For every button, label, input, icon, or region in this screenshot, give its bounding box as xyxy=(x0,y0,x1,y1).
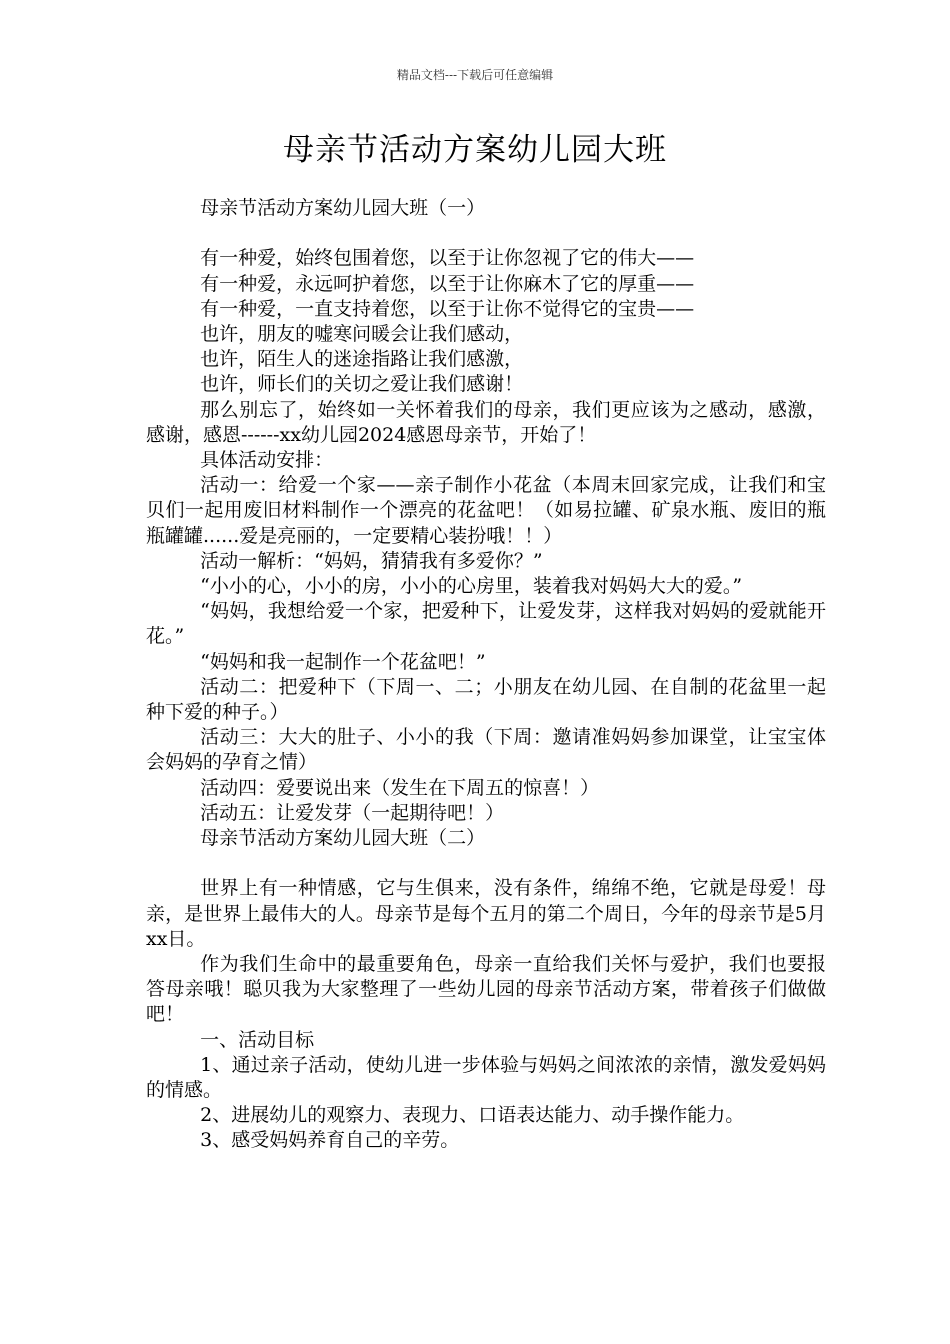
subheading: 一、活动目标 xyxy=(200,1028,315,1051)
paragraph: 活动一：给爱一个家——亲子制作小花盆（本周末回家完成，让我们和宝贝们一起用废旧材料制作一个漂亮的花盆吧！（如易拉罐、矿泉水瓶、废旧的瓶瓶罐罐......爱是亮丽的，一定要精心装扮哦！！） xyxy=(146,474,826,547)
paragraph: 活动二：把爱种下（下周一、二；小朋友在幼儿园、在自制的花盆里一起种下爱的种子。） xyxy=(146,675,826,724)
paragraph: 也许，朋友的嘘寒问暖会让我们感动， xyxy=(200,323,524,345)
page-header: 精品文档---下载后可任意编辑 xyxy=(396,68,554,82)
blank-line xyxy=(146,851,826,876)
paragraph: “妈妈，我想给爱一个家，把爱种下，让爱发芽，这样我对妈妈的爱就能开花。” xyxy=(146,600,826,648)
blank-line xyxy=(146,221,826,246)
document-body xyxy=(146,196,826,1154)
paragraph: 1、通过亲子活动，使幼儿进一步体验与妈妈之间浓浓的亲情，激发爱妈妈的情感。 xyxy=(146,1053,826,1102)
paragraph: 有一种爱，一直支持着您，以至于让你不觉得它的宝贵—— xyxy=(200,297,695,320)
section-heading-1: 母亲节活动方案幼儿园大班（一） xyxy=(200,197,486,219)
paragraph: “小小的心，小小的房，小小的心房里，装着我对妈妈大大的爱。” xyxy=(200,575,743,598)
paragraph: 有一种爱，永远呵护着您，以至于让你麻木了它的厚重—— xyxy=(200,272,695,295)
paragraph: 3、感受妈妈养育自己的辛劳。 xyxy=(200,1129,460,1152)
paragraph: 活动一解析：“妈妈，猜猜我有多爱你？” xyxy=(200,549,543,572)
section-heading-2: 母亲节活动方案幼儿园大班（二） xyxy=(200,827,486,850)
paragraph: 作为我们生命中的最重要角色，母亲一直给我们关怀与爱护，我们也要报答母亲哦！聪贝我为大家整理了一些幼儿园的母亲节活动方案，带着孩子们做做吧！ xyxy=(146,953,826,1026)
paragraph: 也许，师长们的关切之爱让我们感谢！ xyxy=(200,373,524,396)
paragraph: 世界上有一种情感，它与生俱来，没有条件，绵绵不绝，它就是母爱！母亲，是世界上最伟大的人。母亲节是每个五月的第二个周日，今年的母亲节是5月xx日。 xyxy=(146,877,826,950)
paragraph: 那么别忘了，始终如一关怀着我们的母亲，我们更应该为之感动，感激，感谢，感恩------xx幼儿园2024感恩母亲节，开始了！ xyxy=(146,398,826,446)
paragraph: 活动三：大大的肚子、小小的我（下周：邀请准妈妈参加课堂，让宝宝体会妈妈的孕育之情） xyxy=(146,726,826,774)
document-title: 母亲节活动方案幼儿园大班 xyxy=(283,132,667,168)
paragraph: “妈妈和我一起制作一个花盆吧！” xyxy=(200,650,486,673)
paragraph: 2、进展幼儿的观察力、表现力、口语表达能力、动手操作能力。 xyxy=(200,1104,745,1127)
paragraph: 活动四：爱要说出来（发生在下周五的惊喜！） xyxy=(200,776,600,799)
paragraph: 也许，陌生人的迷途指路让我们感激， xyxy=(200,348,524,371)
paragraph: 有一种爱，始终包围着您，以至于让你忽视了它的伟大—— xyxy=(200,247,695,270)
paragraph: 具体活动安排： xyxy=(200,449,334,472)
paragraph: 活动五：让爱发芽（一起期待吧！） xyxy=(200,801,505,824)
